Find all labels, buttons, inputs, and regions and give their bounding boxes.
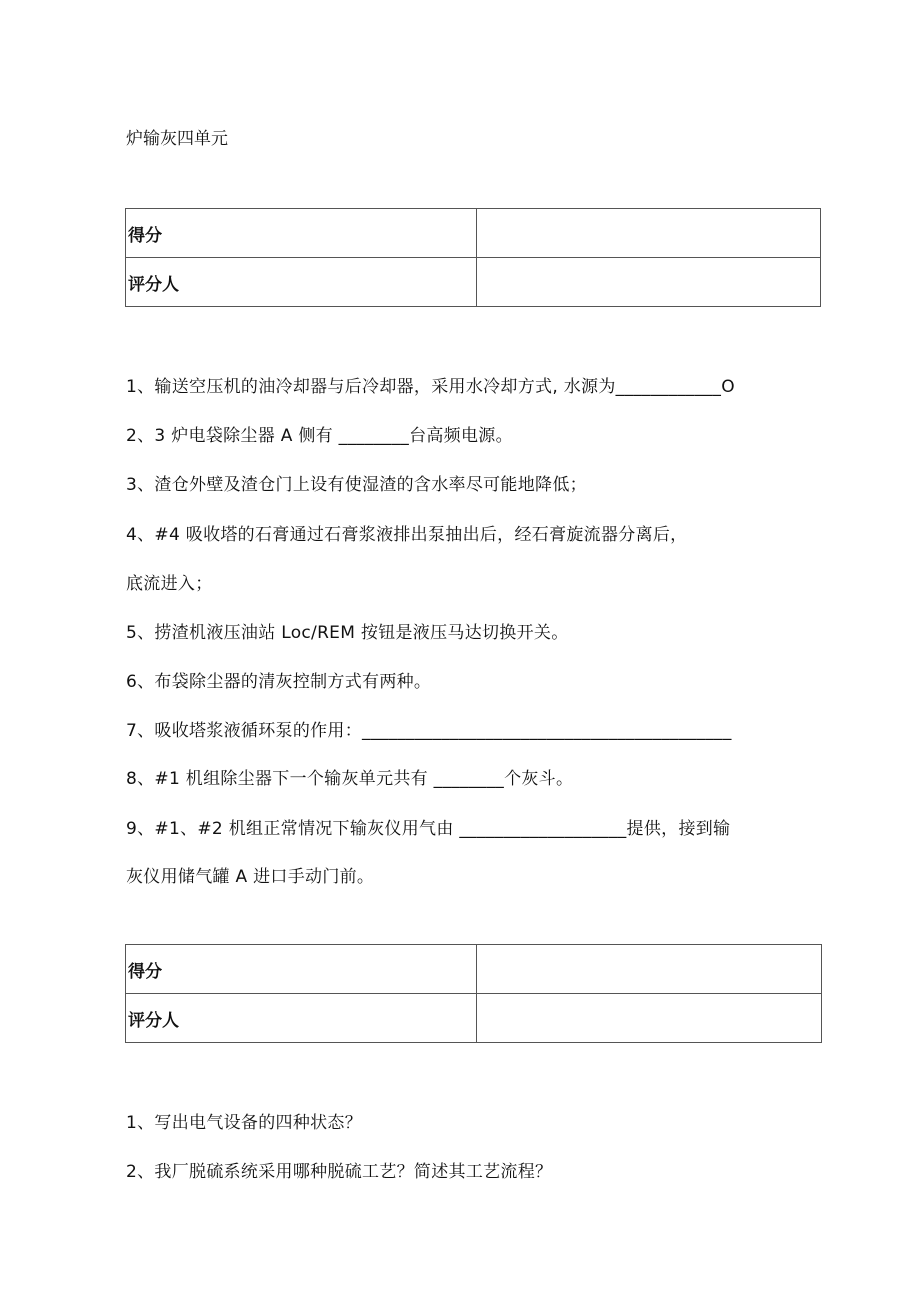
score-row	[126, 945, 822, 994]
short-answer-2: 2、我厂脱硫系统采用哪种脱硫工艺？简述其工艺流程？	[126, 1162, 553, 1182]
question-3: 3、渣仓外壁及渣仓门上设有使湿渣的含水率尽可能地降低；	[126, 475, 587, 495]
question-1: 1、输送空压机的油冷却器与后冷却器，采用水冷却方式, 水源为____________O	[126, 377, 735, 397]
document-title: 炉输灰四单元	[126, 129, 228, 149]
score-row	[126, 209, 821, 258]
question-9-continued: 灰仪用储气罐 A 进口手动门前。	[126, 867, 375, 887]
question-7: 7、吸收塔浆液循环泵的作用：__________________________________________	[126, 721, 732, 741]
score-table-1	[125, 208, 821, 307]
score-table-2	[125, 944, 822, 1043]
question-9: 9、#1、#2 机组正常情况下输灰仪用气由 ___________________提供，接到输	[126, 819, 731, 839]
question-4: 4、#4 吸收塔的石膏通过石膏浆液排出泵抽出后，经石膏旋流器分离后，	[126, 525, 688, 545]
question-8: 8、#1 机组除尘器下一个输灰单元共有 ________个灰斗。	[126, 769, 574, 789]
question-6: 6、布袋除尘器的清灰控制方式有两种。	[126, 672, 432, 692]
grader-row	[126, 994, 822, 1043]
short-answer-1: 1、写出电气设备的四种状态？	[126, 1113, 363, 1133]
grader-row	[126, 258, 821, 307]
grader-value-cell[interactable]	[477, 994, 822, 1043]
grader-label: 评分人	[126, 258, 477, 307]
score-value-cell[interactable]	[477, 945, 822, 994]
score-value-cell[interactable]	[477, 209, 821, 258]
grader-value-cell[interactable]	[477, 258, 821, 307]
question-2: 2、3 炉电袋除尘器 A 侧有 ________台高频电源。	[126, 426, 513, 446]
score-label: 得分	[126, 945, 477, 994]
grader-label: 评分人	[126, 994, 477, 1043]
question-4-continued: 底流进入；	[126, 574, 213, 594]
question-5: 5、捞渣机液压油站 Loc/REM 按钮是液压马达切换开关。	[126, 623, 569, 643]
score-label: 得分	[126, 209, 477, 258]
